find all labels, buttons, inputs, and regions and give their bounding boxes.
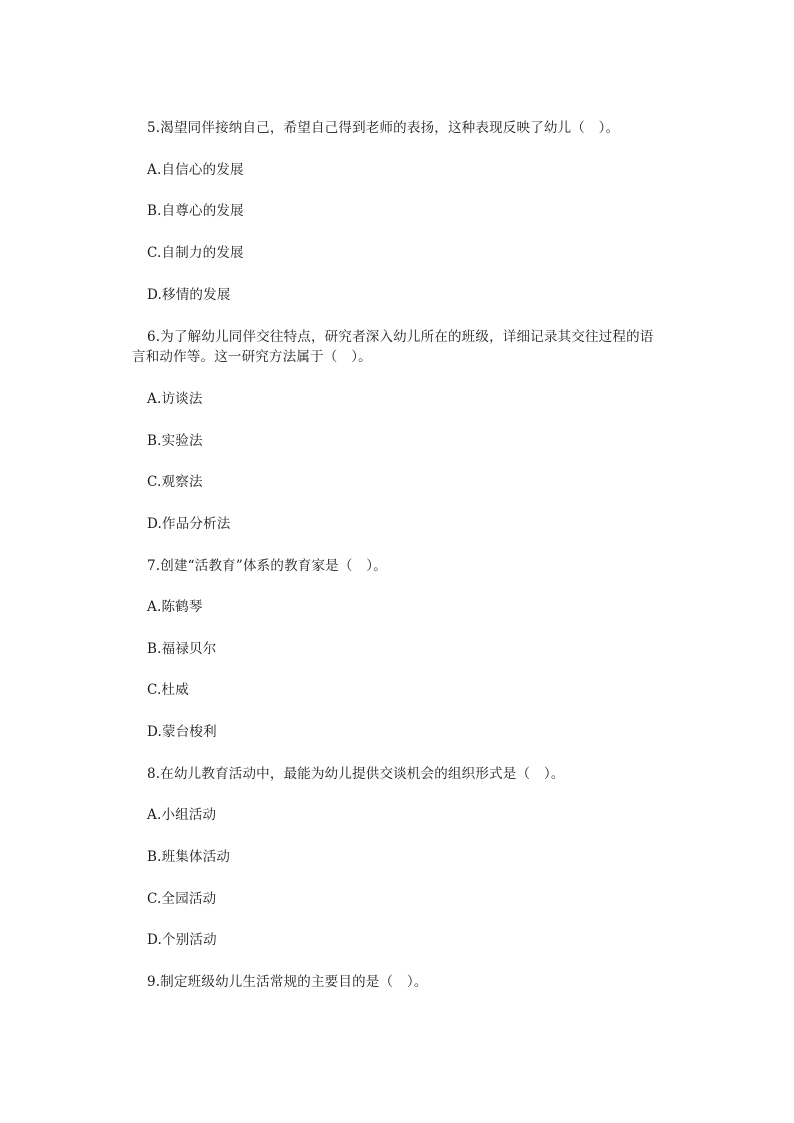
question-8-stem: 8.在幼儿教育活动中，最能为幼儿提供交谈机会的组织形式是（ ）。 bbox=[147, 766, 565, 782]
question-8-option-b: B.班集体活动 bbox=[147, 849, 231, 865]
question-7-option-c: C.杜威 bbox=[147, 682, 189, 698]
question-6-option-c: C.观察法 bbox=[147, 474, 203, 490]
question-8-option-c: C.全园活动 bbox=[147, 891, 217, 907]
question-6-stem-line-2: 言和动作等。这一研究方法属于（ ）。 bbox=[132, 349, 372, 365]
question-6-option-b: B.实验法 bbox=[147, 433, 203, 449]
question-8-option-a: A.小组活动 bbox=[147, 807, 217, 823]
question-5-option-c: C.自制力的发展 bbox=[147, 245, 244, 261]
question-6-option-a: A.访谈法 bbox=[147, 391, 203, 407]
question-5-stem: 5.渴望同伴接纳自己，希望自己得到老师的表扬，这种表现反映了幼儿（ ）。 bbox=[147, 120, 620, 136]
question-5-option-b: B.自尊心的发展 bbox=[147, 203, 244, 219]
question-7-option-d: D.蒙台梭利 bbox=[147, 724, 217, 740]
question-6-option-d: D.作品分析法 bbox=[147, 516, 231, 532]
question-7-stem: 7.创建“活教育”体系的教育家是（ ）。 bbox=[147, 558, 387, 574]
question-5-option-d: D.移情的发展 bbox=[147, 287, 231, 303]
question-5-option-a: A.自信心的发展 bbox=[147, 162, 244, 178]
question-7-option-b: B.福禄贝尔 bbox=[147, 641, 217, 657]
question-9-stem: 9.制定班级幼儿生活常规的主要目的是（ ）。 bbox=[147, 974, 428, 990]
question-6-stem-line-1: 6.为了解幼儿同伴交往特点，研究者深入幼儿所在的班级，详细记录其交往过程的语 bbox=[147, 329, 654, 345]
question-7-option-a: A.陈鹤琴 bbox=[147, 599, 203, 615]
question-8-option-d: D.个别活动 bbox=[147, 932, 217, 948]
